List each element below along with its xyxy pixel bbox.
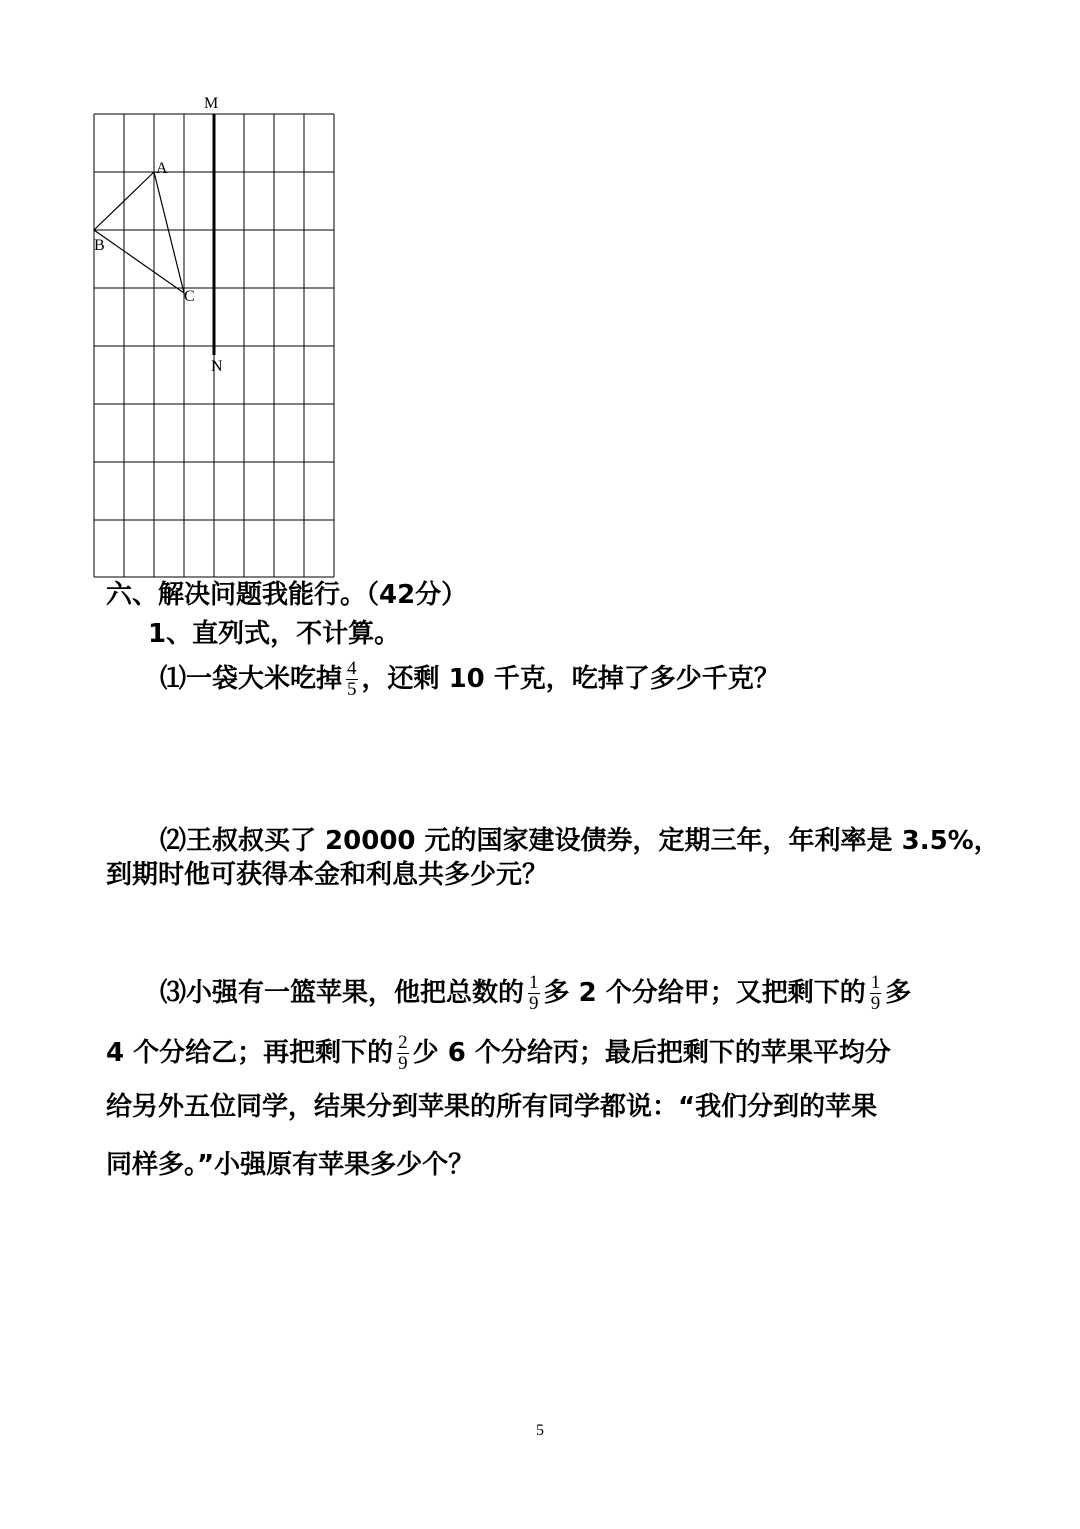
- label-m: M: [204, 95, 219, 112]
- q3-text: ⑶小强有一篮苹果，他把总数的: [160, 978, 525, 1008]
- fraction-denominator: 5: [347, 679, 357, 700]
- q1-text-pre: ⑴一袋大米吃掉: [160, 664, 343, 694]
- grid-figure: [90, 94, 340, 579]
- fraction-denominator: 9: [398, 1053, 408, 1074]
- fraction-numerator: 1: [870, 972, 881, 993]
- fraction-denominator: 9: [529, 993, 539, 1014]
- section-title: 六、解决问题我能行。（42分）: [106, 580, 468, 610]
- q3-text: 少 6 个分给丙；最后把剩下的苹果平均分: [412, 1038, 891, 1068]
- fraction-numerator: 1: [529, 972, 539, 993]
- fraction-1-9: [528, 973, 540, 1014]
- label-c: C: [184, 288, 195, 305]
- question-3-line-1: [160, 973, 911, 1014]
- fraction-1-9: [870, 973, 882, 1014]
- q1-text-post: ，还剩 10 千克，吃掉了多少千克？: [361, 664, 780, 694]
- part-title: 1、直列式，不计算。: [148, 619, 401, 649]
- label-a: A: [156, 160, 168, 177]
- q3-text: 多: [885, 978, 912, 1008]
- question-3-line-2: [106, 1033, 891, 1074]
- fraction-2-9: [397, 1033, 409, 1074]
- label-n: N: [211, 358, 223, 375]
- q3-text: 4 个分给乙；再把剩下的: [106, 1038, 394, 1068]
- question-3-line-3: 给另外五位同学，结果分到苹果的所有同学都说：“我们分到的苹果: [106, 1092, 878, 1122]
- page-number: 5: [536, 1422, 544, 1439]
- triangle-abc: [94, 172, 184, 293]
- question-2-line-2: 到期时他可获得本金和利息共多少元？: [106, 860, 549, 890]
- label-b: B: [94, 237, 105, 254]
- fraction-4-5: [346, 659, 358, 700]
- fraction-numerator: 2: [398, 1032, 408, 1053]
- question-3-line-4: 同样多。”小强原有苹果多少个？: [106, 1150, 475, 1180]
- fraction-denominator: 9: [870, 993, 881, 1014]
- question-1: [160, 659, 780, 700]
- question-2-line-1: ⑵王叔叔买了 20000 元的国家建设债券，定期三年，年利率是 3.5%，: [160, 826, 1000, 856]
- q3-text: 多 2 个分给甲；又把剩下的: [543, 978, 866, 1008]
- fraction-numerator: 4: [347, 658, 357, 679]
